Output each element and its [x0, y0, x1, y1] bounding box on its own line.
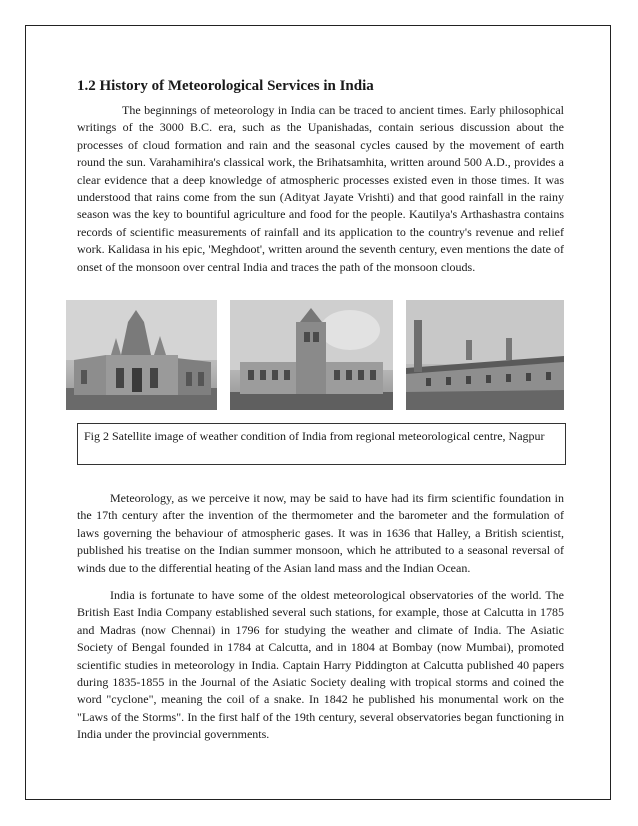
section-heading: 1.2 History of Meteorological Services in India [77, 78, 374, 94]
paragraph-ancient-history: The beginnings of meteorology in India can be traced to ancient times. Early philosophical writings of the 3000 B.C. era, such as the Upanishadas, contain serious discussion about the processes of cloud formation and rain and the seasonal cycles caused by the movement of earth round the sun. Varahamihira's classical work, the Brihatsamhita, written around 500 A.D., provides a clear evidence that a deep knowledge of atmospheric processes existed even in those times. It was understood that rains come from the sun (Adityat Jayate Vrishti) and that good rainfall in the rainy season was the key to bountiful agriculture and food for the people. Kautilya's Arthashastra contains records of scientific measurements of rainfall and its application to the country's revenue and relief work. Kalidasa in his epic, 'Meghdoot', written around the seventh century, even mentions the date of onset of the monsoon over central India and traces the path of the monsoon clouds. [77, 103, 564, 274]
photo-station-building [406, 300, 564, 410]
paragraph-scientific-foundation: Meteorology, as we perceive it now, may be said to have had its firm scientific foundation in the 17th century after the invention of the thermometer and the barometer and the formulation of laws governing the behaviour of atmospheric gases. It was in 1636 that Halley, a British scientist, published his treatise on the Indian summer monsoon, which he attributed to a seasonal reversal of winds due to the differential heating of the Asian land mass and the Indian Ocean. [77, 491, 564, 575]
paragraph-observatories: India is fortunate to have some of the oldest meteorological observatories of the world. The British East India Company established several such stations, for example, those at Calcutta in 1785 and Madras (now Chennai) in 1796 for studying the weather and climate of India. The Asiatic Society of Bengal founded in 1784 at Calcutta, and in 1804 at Bombay (now Mumbai), promoted scientific studies in meteorology in India. Captain Harry Piddington at Calcutta published 40 papers during 1835-1855 in the Journal of the Asiatic Society dealing with tropical storms and coined the word "cyclone", meaning the coil of a snake. In 1842 he published his monumental work on the "Laws of the Storms". In the first half of the 19th century, several observatories began functioning in India under the provincial governments. [77, 588, 564, 742]
photo-temple-building [66, 300, 217, 410]
photo-observatory-building [230, 300, 393, 410]
figure-caption: Fig 2 Satellite image of weather condition of India from regional meteorological centre, Nagpur [77, 423, 566, 465]
